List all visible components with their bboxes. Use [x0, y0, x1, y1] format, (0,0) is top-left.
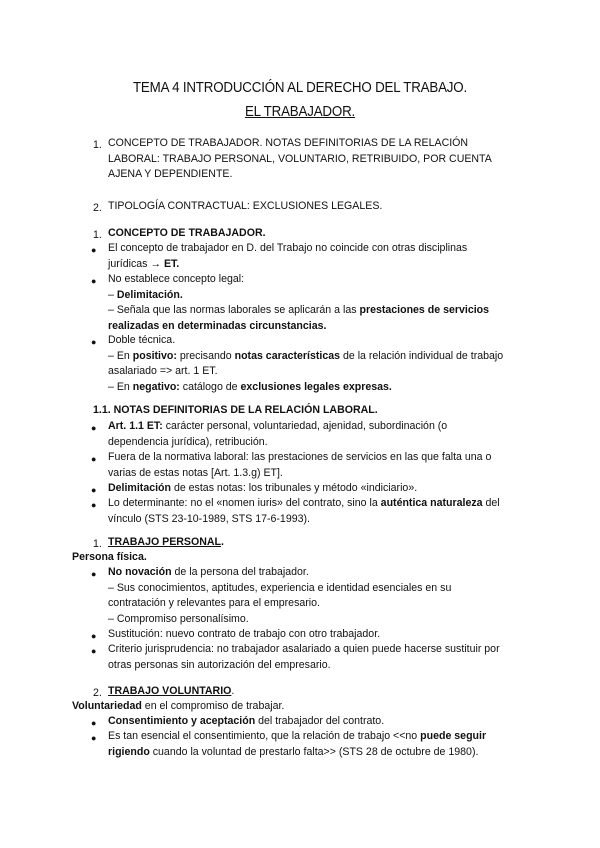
list-item: Doble técnica. – En positivo: precisando notas características de la relación individual de trabajo asalariado => art. 1 ET. – En negativo: catálogo de exclusiones legales expresas.: [108, 334, 504, 393]
list-item: No novación de la persona del trabajador. – Sus conocimientos, aptitudes, experiencia e identidad esenciales en su contratación y relevantes para el empresario. – Compromiso personalísimo.: [108, 566, 452, 625]
bullet-icon: ●: [91, 569, 97, 579]
index-item-1-number: 1.: [93, 139, 102, 151]
bullet-icon: ●: [91, 485, 97, 495]
section-1-heading: CONCEPTO DE TRABAJADOR.: [108, 227, 266, 239]
list-item: Fuera de la normativa laboral: las prestaciones de servicios en las que falta una o varias de estas notas [Art. 1.3.g) ET].: [108, 451, 492, 479]
bullet-icon: ●: [91, 631, 97, 641]
bullet-icon: ●: [91, 718, 97, 728]
list-item: No establece concepto legal: – Delimitación. – Señala que las normas laborales se aplicarán a las prestaciones de servicios realizadas en determinadas circunstancias.: [108, 273, 490, 332]
bullet-icon: ●: [91, 646, 97, 656]
list-item: Criterio jurisprudencia: no trabajador asalariado a quien puede hacerse sustituir por otras personas sin autorización del empresario.: [108, 643, 500, 671]
index-item-2: TIPOLOGÍA CONTRACTUAL: EXCLUSIONES LEGALES.: [108, 200, 383, 212]
bullet-icon: ●: [91, 500, 97, 510]
section-personal-subheading: Persona física.: [72, 551, 147, 563]
list-item: Lo determinante: no el «nomen iuris» del contrato, sino la auténtica naturaleza del vínculo (STS 23-10-1989, STS 17-6-1993).: [108, 497, 500, 525]
section-personal-number: 1.: [93, 538, 102, 550]
bullet-icon: ●: [91, 276, 97, 286]
list-item: Delimitación de estas notas: los tribunales y método «indiciario».: [108, 482, 418, 494]
list-item: Sustitución: nuevo contrato de trabajo con otro trabajador.: [108, 628, 381, 640]
section-voluntario-number: 2.: [93, 687, 102, 699]
index-item-1: CONCEPTO DE TRABAJADOR. NOTAS DEFINITORIAS DE LA RELACIÓN LABORAL: TRABAJO PERSONAL, VOLUNTARIO, RETRIBUIDO, POR CUENTA AJENA Y DEPENDIENTE.: [108, 137, 492, 181]
section-voluntario-subheading: Voluntariedad en el compromiso de trabajar.: [72, 700, 285, 712]
list-item: Art. 1.1 ET: carácter personal, voluntariedad, ajenidad, subordinación (o dependencia jurídica), retribución.: [108, 420, 448, 448]
list-item: El concepto de trabajador en D. del Trabajo no coincide con otras disciplinas jurídicas → ET.: [108, 242, 468, 270]
section-1-number: 1.: [93, 229, 102, 241]
bullet-icon: ●: [91, 733, 97, 743]
section-1-1-heading: 1.1. NOTAS DEFINITORIAS DE LA RELACIÓN LABORAL.: [93, 404, 378, 416]
section-personal-heading: TRABAJO PERSONAL.: [108, 536, 224, 548]
bullet-icon: ●: [91, 454, 97, 464]
section-voluntario-heading: TRABAJO VOLUNTARIO.: [108, 685, 235, 697]
bullet-icon: ●: [91, 423, 97, 433]
bullet-icon: ●: [91, 337, 97, 347]
bullet-icon: ●: [91, 245, 97, 255]
list-item: Es tan esencial el consentimiento, que la relación de trabajo <<no puede seguir rigiendo cuando la voluntad de prestarlo falta>> (STS 28 de octubre de 1980).: [108, 730, 487, 758]
index-item-2-number: 2.: [93, 202, 102, 214]
list-item: Consentimiento y aceptación del trabajador del contrato.: [108, 715, 385, 727]
page-subtitle: EL TRABAJADOR.: [244, 104, 356, 120]
page-title: TEMA 4 INTRODUCCIÓN AL DERECHO DEL TRABAJO.: [132, 80, 468, 96]
